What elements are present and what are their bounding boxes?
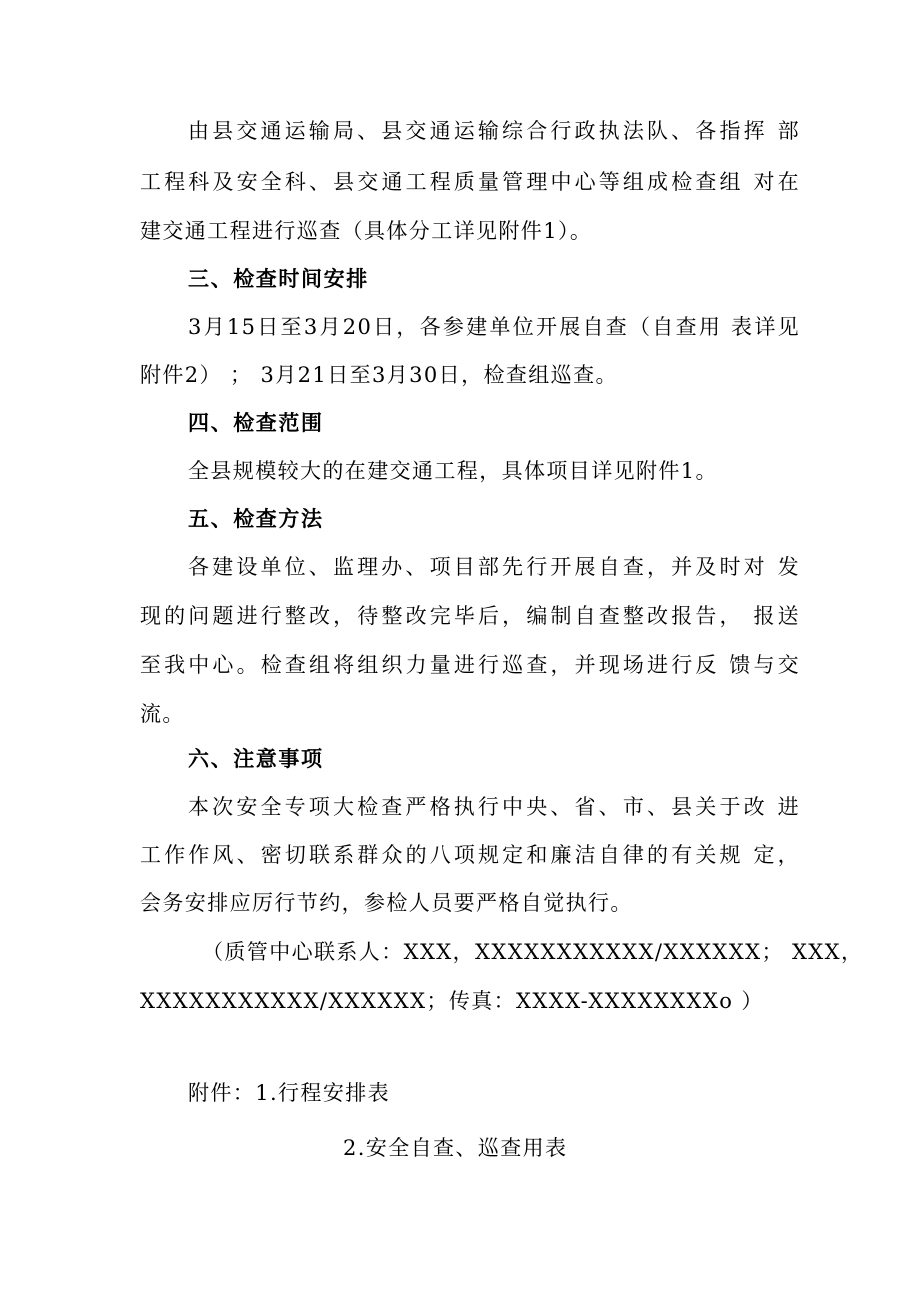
- section-6-heading: 六、注意事项: [188, 747, 324, 771]
- section-6-line-2: 工作作风、密切联系群众的八项规定和廉洁自律的有关规 定，: [140, 843, 800, 867]
- section-6-line-1: 本次安全专项大检查严格执行中央、省、市、县关于改 进: [188, 795, 800, 819]
- section-4-heading: 四、检查范围: [188, 411, 324, 435]
- section-5-line-4: 流。: [140, 702, 185, 726]
- section-5-heading: 五、检查方法: [188, 507, 324, 531]
- section-3-line-1: 3月15日至3月20日，各参建单位开展自查（自查用 表详见: [188, 315, 800, 339]
- attachment-line-1: 附件：1.行程安排表: [188, 1081, 391, 1105]
- section-5-line-3: 至我中心。检查组将组织力量进行巡查，并现场进行反 馈与交: [140, 653, 800, 677]
- intro-line-1: 由县交通运输局、县交通运输综合行政执法队、各指挥 部: [188, 119, 800, 143]
- section-4-line-1: 全县规模较大的在建交通工程，具体项目详见附件1。: [188, 459, 718, 483]
- intro-line-3: 建交通工程进行巡查（具体分工详见附件1）。: [140, 219, 593, 243]
- contact-line-2: XXXXXXXXXXX/XXXXXX；传真：XXXX-XXXXXXXXo ）: [140, 989, 764, 1013]
- attachment-line-2: 2.安全自查、巡查用表: [343, 1136, 568, 1160]
- intro-line-2: 工程科及安全科、县交通工程质量管理中心等组成检查组 对在: [140, 170, 800, 194]
- section-6-line-3: 会务安排应厉行节约，参检人员要严格自觉执行。: [140, 891, 633, 915]
- section-5-line-2: 现的问题进行整改，待整改完毕后，编制自查整改报告， 报送: [140, 604, 800, 628]
- section-5-line-1: 各建设单位、监理办、项目部先行开展自查，并及时对 发: [188, 555, 800, 579]
- section-3-line-2: 附件2） ； 3月21日至3月30日，检查组巡查。: [140, 363, 618, 387]
- contact-line-1: （质管中心联系人：XXX，XXXXXXXXXXX/XXXXXX； XXX，: [202, 940, 864, 964]
- section-3-heading: 三、检查时间安排: [188, 267, 369, 291]
